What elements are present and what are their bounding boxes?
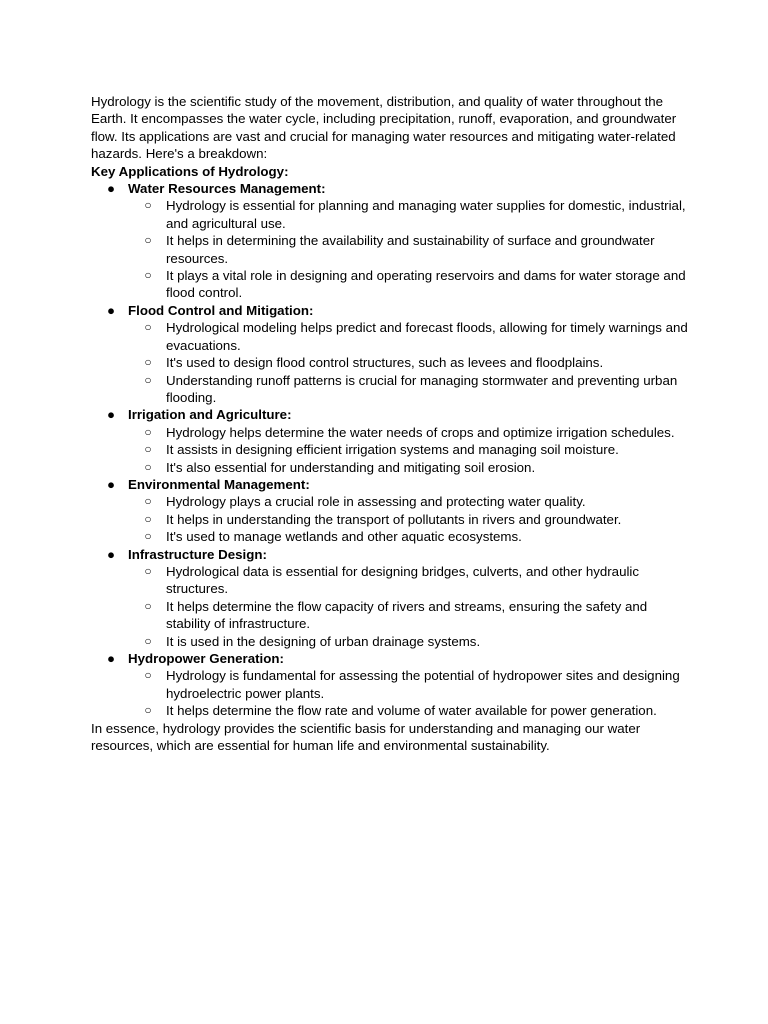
sub-item-text: It assists in designing efficient irrigation systems and managing soil moisture. — [166, 442, 619, 458]
section-title: Irrigation and Agriculture: — [128, 407, 292, 423]
hollow-bullet-icon: ○ — [144, 529, 152, 544]
sub-list — [128, 667, 691, 719]
section-title: Infrastructure Design: — [128, 546, 267, 562]
sub-item-text: Hydrological data is essential for designing bridges, culverts, and other hydraulic structures. — [166, 563, 640, 597]
bullet-icon: ● — [106, 651, 116, 666]
sub-list-item — [91, 667, 691, 702]
hollow-bullet-icon: ○ — [144, 459, 152, 474]
bullet-icon: ● — [106, 181, 116, 197]
section-heading: Key Applications of Hydrology: — [91, 163, 289, 179]
sub-list-item — [91, 702, 691, 719]
section-title: Environmental Management: — [128, 476, 310, 492]
sub-list — [128, 563, 691, 650]
sub-list-item — [91, 563, 691, 598]
sub-item-text: Hydrology helps determine the water needs of crops and optimize irrigation schedules. — [166, 424, 675, 440]
sub-list-item — [91, 267, 691, 302]
list-item-section — [91, 476, 691, 546]
hollow-bullet-icon: ○ — [144, 668, 152, 683]
sub-item-text: Understanding runoff patterns is crucial for managing stormwater and preventing urban flooding. — [166, 372, 678, 405]
sub-list-item — [91, 354, 691, 371]
bullet-icon: ● — [106, 407, 116, 423]
sub-item-text: It's used to design flood control structures, such as levees and floodplains. — [166, 355, 604, 371]
list-item-section — [91, 546, 691, 650]
sub-list — [128, 424, 691, 476]
list-item-section — [91, 406, 691, 476]
sub-item-text: Hydrological modeling helps predict and forecast floods, allowing for timely warnings and evacuations. — [166, 320, 688, 353]
sub-list-item — [91, 319, 691, 354]
sub-list-item — [91, 372, 691, 407]
sub-list-item — [91, 197, 691, 232]
sub-item-text: Hydrology is fundamental for assessing the potential of hydropower sites and designing hydroelectric power plants. — [166, 668, 680, 701]
document-body — [91, 93, 691, 754]
sub-list — [128, 493, 691, 545]
section-title: Flood Control and Mitigation: — [128, 302, 314, 318]
hollow-bullet-icon: ○ — [144, 372, 152, 387]
section-title: Hydropower Generation: — [128, 651, 284, 666]
sub-item-text: It helps in determining the availability and sustainability of surface and groundwater resources. — [166, 233, 655, 266]
hollow-bullet-icon: ○ — [144, 320, 152, 335]
sub-list-item — [91, 598, 691, 633]
sub-item-text: It's also essential for understanding and mitigating soil erosion. — [166, 459, 536, 475]
sub-list-item — [91, 633, 691, 650]
bullet-icon: ● — [106, 302, 116, 318]
hollow-bullet-icon: ○ — [144, 442, 152, 457]
hollow-bullet-icon: ○ — [144, 198, 152, 213]
sub-item-text: It helps determine the flow capacity of rivers and streams, ensuring the safety and stability of infrastructure. — [166, 598, 648, 632]
hollow-bullet-icon: ○ — [144, 703, 152, 718]
list-item-section — [91, 302, 691, 406]
sub-list-item — [91, 528, 691, 545]
sub-list-item — [91, 493, 691, 510]
sub-list — [128, 197, 691, 301]
section-title: Water Resources Management: — [128, 181, 326, 197]
applications-list — [91, 180, 691, 720]
intro-paragraph: Hydrology is the scientific study of the movement, distribution, and quality of water throughout the Earth. It encompasses the water cycle, including precipitation, runoff, evaporation, and groundwater flow. Its applications are vast and crucial for managing water resources and mitigating water-related hazards. Here's a breakdown: — [91, 94, 677, 162]
list-item-section — [91, 180, 691, 302]
sub-item-text: It is used in the designing of urban drainage systems. — [166, 633, 481, 649]
list-item-section — [91, 650, 691, 720]
hollow-bullet-icon: ○ — [144, 511, 152, 526]
hollow-bullet-icon: ○ — [144, 424, 152, 439]
bullet-icon: ● — [106, 546, 116, 562]
sub-list-item — [91, 459, 691, 476]
sub-item-text: It helps determine the flow rate and volume of water available for power generation. — [166, 703, 657, 719]
hollow-bullet-icon: ○ — [144, 233, 152, 248]
hollow-bullet-icon: ○ — [144, 494, 152, 509]
hollow-bullet-icon: ○ — [144, 563, 152, 578]
sub-list — [128, 319, 691, 406]
conclusion-paragraph: In essence, hydrology provides the scientific basis for understanding and managing our water resources, which are essential for human life and environmental sustainability. — [91, 720, 641, 754]
bullet-icon: ● — [106, 476, 116, 492]
sub-item-text: It's used to manage wetlands and other aquatic ecosystems. — [166, 529, 522, 545]
sub-list-item — [91, 511, 691, 528]
sub-list-item — [91, 424, 691, 441]
hollow-bullet-icon: ○ — [144, 268, 152, 283]
sub-list-item — [91, 441, 691, 458]
sub-list-item — [91, 232, 691, 267]
sub-item-text: It helps in understanding the transport of pollutants in rivers and groundwater. — [166, 511, 622, 527]
hollow-bullet-icon: ○ — [144, 633, 152, 648]
sub-item-text: Hydrology plays a crucial role in assessing and protecting water quality. — [166, 494, 586, 510]
hollow-bullet-icon: ○ — [144, 598, 152, 613]
sub-item-text: Hydrology is essential for planning and managing water supplies for domestic, industrial, and agricultural use. — [166, 198, 686, 231]
sub-item-text: It plays a vital role in designing and operating reservoirs and dams for water storage and flood control. — [166, 268, 686, 301]
hollow-bullet-icon: ○ — [144, 355, 152, 370]
